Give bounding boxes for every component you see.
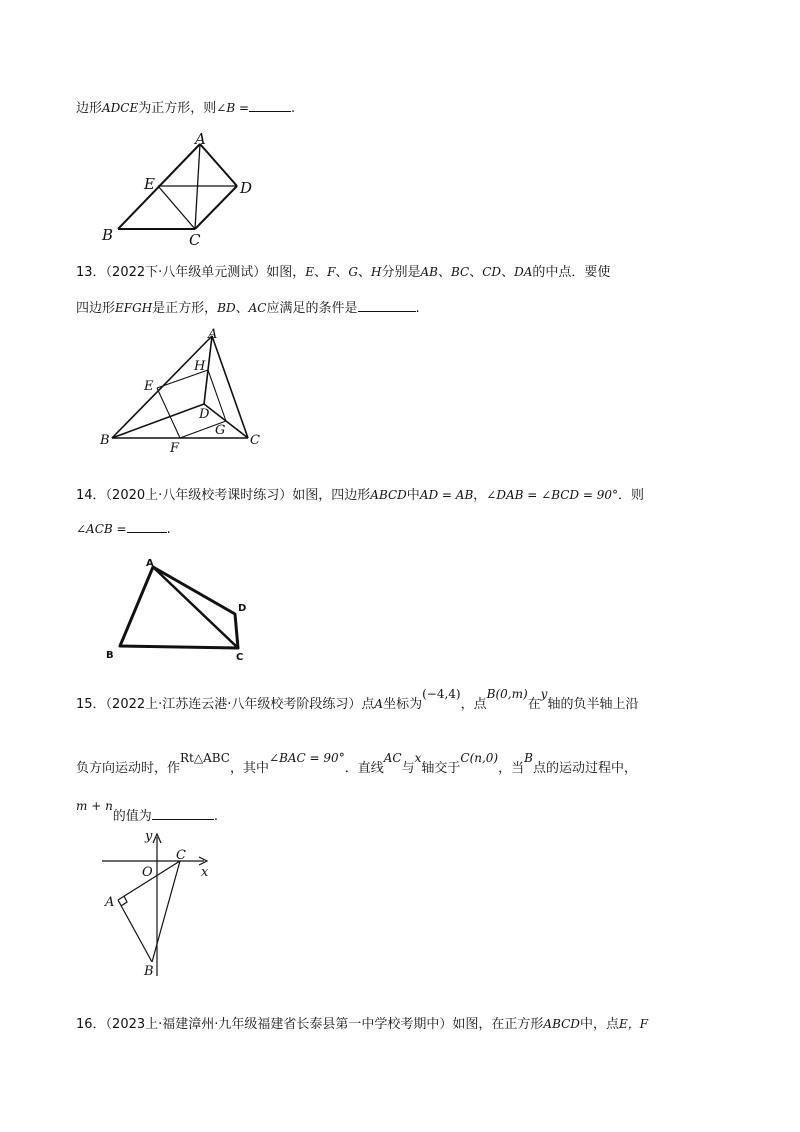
label-E: E (144, 175, 155, 193)
figure-q12 (96, 132, 266, 248)
q14-line1: 14．（2020上·八年级校考课时练习）如图，四边形ABCD中AD = AB，∠DAB = ∠BCD = 90°．则 (76, 488, 645, 503)
question-source: （2023上·福建漳州·九年级福建省长泰县第一中学校考期中） (105, 1017, 453, 1032)
label-A: A (146, 558, 154, 569)
q16-line1: 16．（2023上·福建漳州·九年级福建省长泰县第一中学校考期中）如图，在正方形ABCD中，点E，F (76, 1017, 649, 1032)
label-A: A (208, 327, 218, 342)
question-source: （2022上·江苏连云港·八年级校考阶段练习） (105, 697, 362, 712)
figure-q15 (96, 828, 226, 978)
label-F: F (170, 441, 180, 456)
label-C: C (250, 433, 260, 448)
label-A: A (195, 132, 206, 148)
q12-text: 边形ADCE为正方形，则∠B = . (76, 98, 295, 119)
q15-line2: 负方向运动时，作Rt△ABC，其中∠BAC = 90°．直线AC与x轴交于C(n,0)，当B点的运动过程中， (76, 751, 637, 776)
question-number: 16． (76, 1017, 106, 1032)
question-source: （2020上·八年级校考课时练习） (105, 488, 293, 503)
label-G: G (215, 423, 226, 438)
question-number: 15． (76, 697, 106, 712)
label-x: x (201, 865, 209, 880)
label-B: B (106, 650, 114, 661)
label-O: O (142, 865, 153, 880)
question-number: 13． (76, 265, 106, 280)
question-number: 14． (76, 488, 106, 503)
label-B: B (102, 226, 114, 244)
label-A: A (105, 895, 115, 910)
q15-line3: m + n的值为 . (76, 799, 218, 824)
figure-q14 (100, 552, 260, 664)
label-C: C (189, 231, 201, 248)
answer-blank (127, 519, 167, 533)
label-D: D (199, 407, 210, 422)
q13-line1: 13．（2022下·八年级单元测试）如图，E、F、G、H分别是AB、BC、CD、DA的中点．要使 (76, 265, 611, 280)
label-B: B (100, 433, 110, 448)
question-source: （2022下·八年级单元测试） (105, 265, 267, 280)
label-C: C (236, 652, 244, 663)
figure-q13 (96, 324, 272, 458)
q15-line1: 15．（2022上·江苏连云港·八年级校考阶段练习）点A坐标为(−4,4)，点B(0,m)在y轴的负半轴上沿 (76, 687, 639, 712)
q14-line2: ∠ACB = . (76, 519, 171, 540)
answer-blank (249, 98, 291, 112)
label-B: B (144, 964, 154, 978)
answer-blank (152, 806, 214, 820)
label-C: C (176, 848, 186, 863)
label-H: H (194, 359, 206, 374)
label-E: E (144, 379, 154, 394)
label-D: D (240, 179, 253, 197)
q13-line2: 四边形EFGH是正方形，BD、AC应满足的条件是 . (76, 298, 420, 319)
answer-blank (358, 298, 416, 312)
label-D: D (238, 603, 247, 614)
label-y: y (145, 829, 153, 844)
